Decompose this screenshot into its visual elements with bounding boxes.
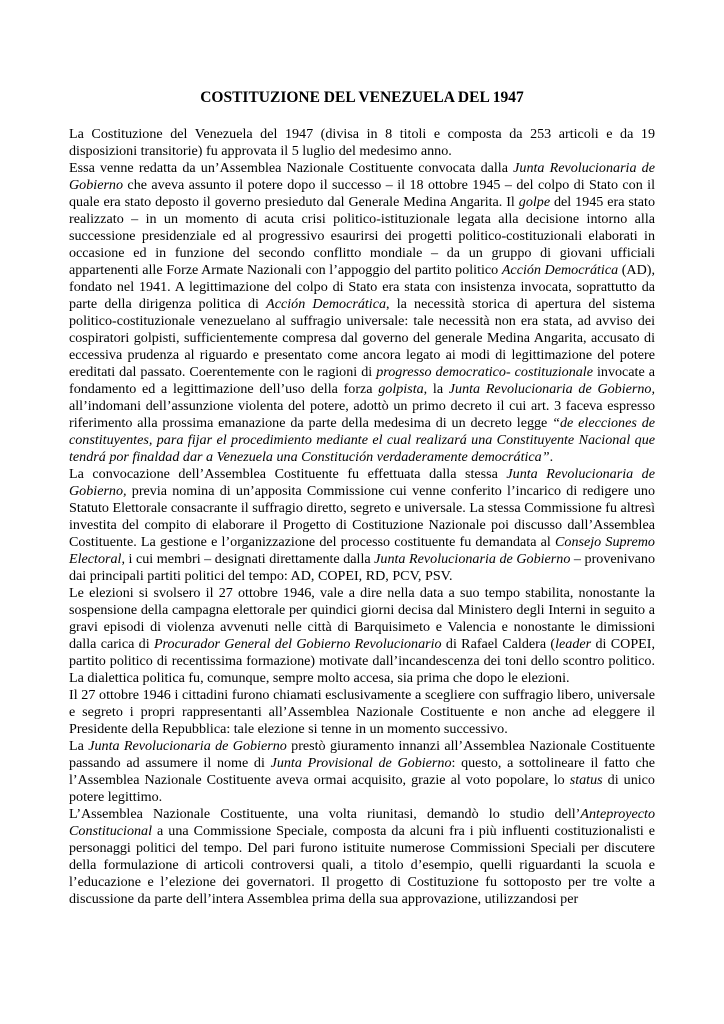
italic-text: golpista <box>378 381 424 397</box>
italic-text: Acción Democrática <box>266 296 386 312</box>
text-run: Le elezioni si svolsero il 27 ottobre 1946, vale a dire nella data a suo tempo stabilita, nonostante la sospensione della campagna elettorale per quindici giorni decisa dal Ministero degli Interni in seguito a gravi episodi di violenza avvenuti nelle città di Barquisimeto e Valencia e nonostante le dimissioni dalla carica di <box>69 585 655 652</box>
text-run: La <box>69 738 89 754</box>
paragraph <box>69 585 655 687</box>
paragraph <box>69 806 655 908</box>
text-run: all’indomani dell’assunzione violenta del potere, adottò un primo decreto il cui art. 3 faceva espresso riferimento alla prossima emanazione da parte della medesima di un decreto legge <box>69 398 655 431</box>
paragraph <box>69 687 655 738</box>
italic-text: Junta Revolucionaria de Gobierno <box>88 738 287 754</box>
italic-text: Acción Democrática <box>501 262 619 278</box>
italic-text: golpe <box>518 194 551 210</box>
text-run: (AD), fondato nel 1941. A legittimazione del colpo di Stato era stata con insistenza invocata, soprattutto da parte della dirigenza politica di <box>69 262 656 312</box>
text-run: del 1945 era stato realizzato – in un momento di acuta crisi politico-istituzionale legata alla decisione intorno alla successione presidenziale ed al progressivo esaurirsi dei progetti politico-costituzionali elaborati in occasione ed in funzione del secondo conflitto mondiale – da un gruppo di giovani ufficiali appartenenti alle Forze Armate Nazionali con l’appoggio del partito politico <box>69 194 655 278</box>
italic-text: leader <box>555 636 592 652</box>
text-run: , la <box>423 381 449 397</box>
italic-text: status <box>569 772 603 788</box>
text-run: La Costituzione del Venezuela del 1947 (divisa in 8 titoli e composta da 253 articoli e da 19 disposizioni transitorie) fu approvata il 5 luglio del medesimo anno. <box>69 126 655 159</box>
document-title: COSTITUZIONE DEL VENEZUELA DEL 1947 <box>200 89 524 106</box>
paragraph <box>69 466 655 585</box>
italic-text: Junta Revolucionaria de Gobierno, <box>448 381 655 397</box>
italic-text: progresso democratico- costituzionale <box>376 364 593 380</box>
text-run: : questo, a sottolineare il fatto che l’Assemblea Nazionale Costituente aveva ormai acquisito, grazie al voto popolare, lo <box>69 755 656 788</box>
italic-text: Junta Revolucionaria de Gobierno, <box>69 466 655 499</box>
paragraph <box>69 160 655 466</box>
italic-text: Junta Revolucionaria de Gobierno <box>374 551 571 567</box>
italic-text: Junta Revolucionaria de Gobierno <box>69 160 655 193</box>
italic-text: Consejo Supremo Electoral <box>69 534 655 567</box>
text-run: di Rafael Caldera ( <box>441 636 556 652</box>
paragraph <box>69 126 655 160</box>
text-run: a una Commissione Speciale, composta da alcuni fra i più influenti costituzionalisti e personaggi politici del tempo. Del pari furono istituite numerose Commissioni Speciali per discutere della formulazione di articoli controversi quali, a titolo d’esempio, quelli riguardanti la scuola e l’educazione e l’elezione dei governatori. Il progetto di Costituzione fu sottoposto per tre volte a discussione da parte dell’intera Assemblea prima della sua approvazione, utilizzandosi per <box>69 823 655 907</box>
text-run: che aveva assunto il potere dopo il successo – il 18 ottobre 1945 – del colpo di Stato con il quale era stato deposto il governo presieduto dal Generale Medina Angarita. Il <box>69 177 655 210</box>
italic-text: Anteproyecto Constitucional <box>69 806 655 839</box>
text-run: di COPEI, partito politico di recentissima formazione) motivate dall’incandescenza dei toni dello scontro politico. La dialettica politica fu, comunque, sempre molto accesa, sia prima che dopo le elezioni. <box>69 636 655 686</box>
italic-text: “de elecciones de constituyentes, para fijar el procedimiento mediante el cual realizará una Constituyente Nacional que tendrá por finaldad dar a Venezuela una Constitución verdaderamente democrática” <box>69 415 656 465</box>
text-run: , la necessità storica di apertura del sistema politico-costituzionale venezuelano al suffragio universale: tale necessità non era stata, ad avviso dei cospiratori golpisti, sufficientemente compresa dal governo del generale Medina Angarita, accusato di eccessiva prudenza al riguardo e presentato come ancora legato ai modi di legittimazione del potere ereditati dal passato. Coerentemente con le ragioni di <box>69 296 655 380</box>
text-run: di unico potere legittimo. <box>69 772 655 805</box>
document-body <box>69 126 655 908</box>
italic-text: Procurador General del Gobierno Revolucionario <box>153 636 442 652</box>
text-run: Essa venne redatta da un’Assemblea Nazionale Costituente convocata dalla <box>69 160 514 176</box>
text-run: prestò giuramento innanzi all’Assemblea Nazionale Costituente passando ad assumere il nome di <box>69 738 655 771</box>
text-run: . <box>549 449 554 465</box>
text-run: – provenivano dai principali partiti politici del tempo: AD, COPEI, RD, PCV, PSV. <box>69 551 655 584</box>
text-run: L’Assemblea Nazionale Costituente, una volta riunitasi, demandò lo studio dell’ <box>69 806 581 822</box>
text-run: invocate a fondamento ed a legittimazione dell’uso della forza <box>69 364 655 397</box>
text-run: , i cui membri – designati direttamente dalla <box>121 551 375 567</box>
italic-text: Junta Provisional de Gobierno <box>270 755 452 771</box>
text-run: Il 27 ottobre 1946 i cittadini furono chiamati esclusivamente a scegliere con suffragio libero, universale e segreto i propri rappresentanti all’Assemblea Nazionale Costituente e non anche ad eleggere il Presidente della Repubblica: tale elezione si tenne in un momento successivo. <box>69 687 655 737</box>
text-run: previa nomina di un’apposita Commissione cui venne conferito l’incarico di redigere uno Statuto Elettorale consacrante il suffragio diretto, segreto e universale. La stessa Commissione fu altresì investita del compito di elaborare il Progetto di Costituzione Nazionale poi discusso dall’Assemblea Costituente. La gestione e l’organizzazione del processo costituente fu demandata al <box>69 483 655 550</box>
text-run: La convocazione dell’Assemblea Costituente fu effettuata dalla stessa <box>69 466 507 482</box>
paragraph <box>69 738 655 806</box>
